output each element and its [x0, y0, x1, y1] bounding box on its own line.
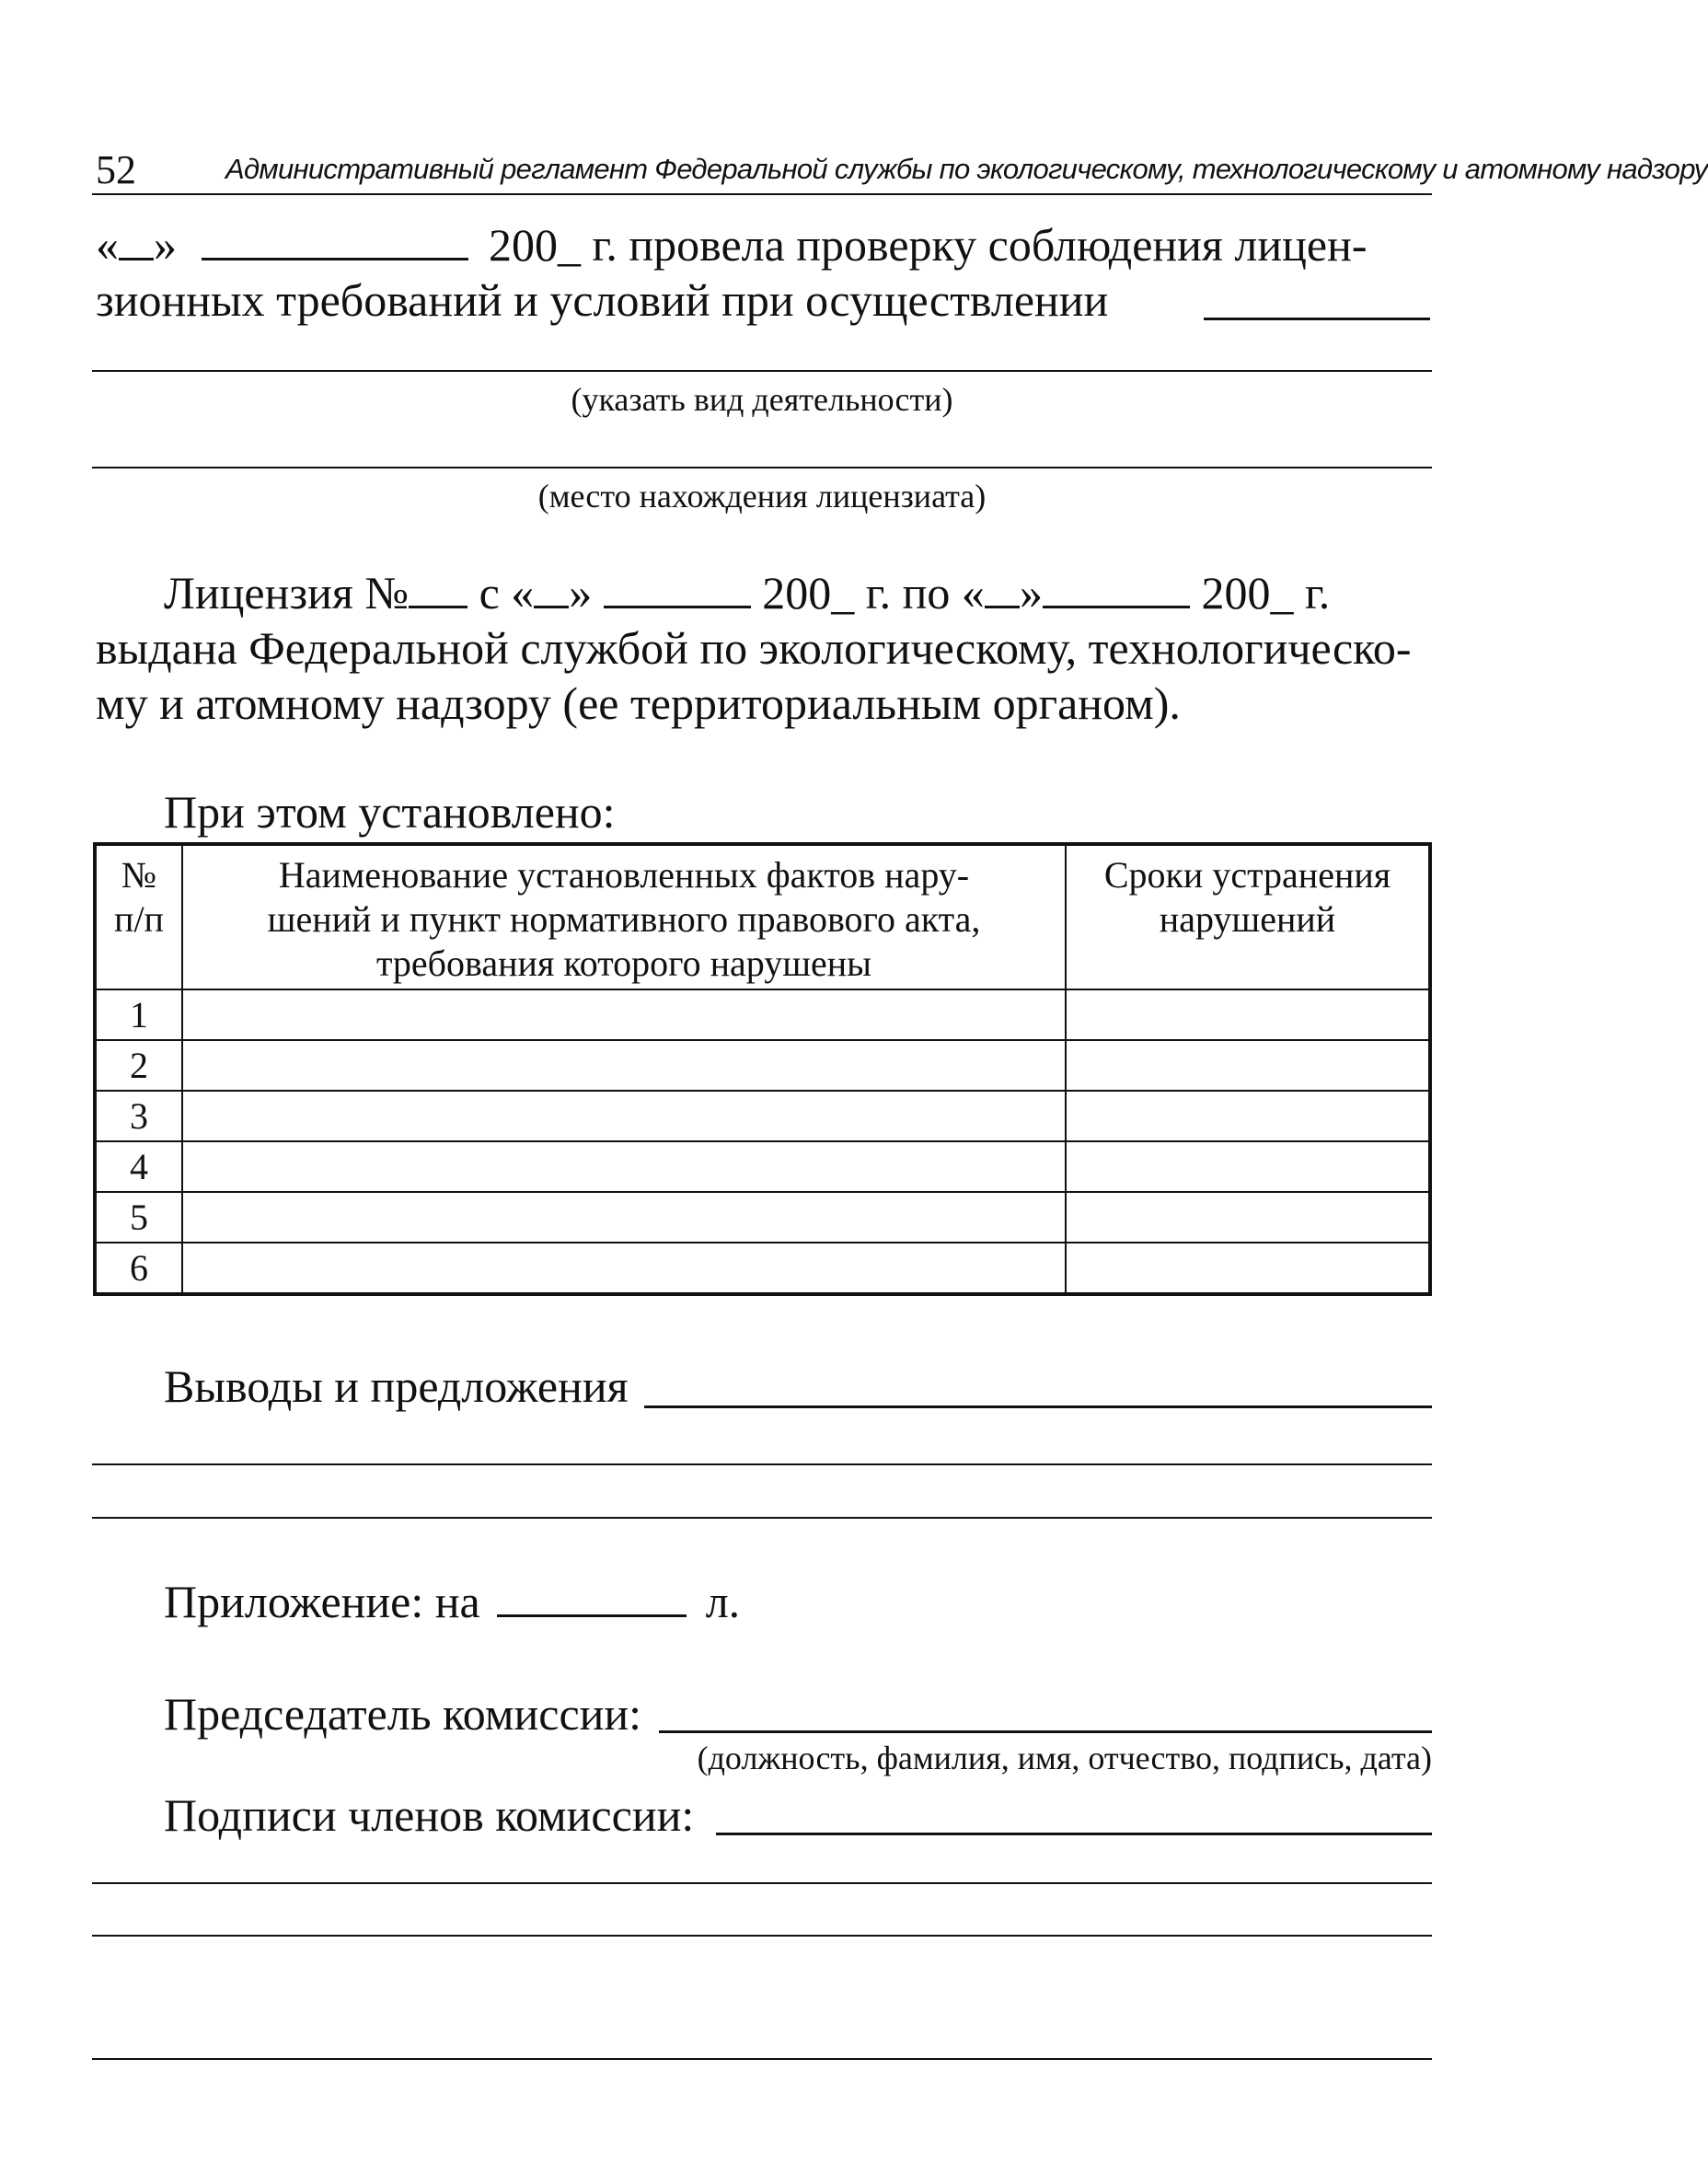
table-row: [95, 1243, 1430, 1294]
facts-cell[interactable]: [182, 989, 1066, 1040]
license-number-label: Лицензия №: [164, 567, 410, 619]
location-caption: (место нахождения лицензиата): [537, 478, 987, 515]
chairman-caption: (должность, фамилия, имя, отчество, подпись, дата): [697, 1740, 1432, 1776]
row-number: 4: [95, 1141, 182, 1192]
col-num-line-1: №: [121, 854, 157, 896]
facts-cell[interactable]: [182, 1141, 1066, 1192]
intro-line-1: [96, 217, 1368, 272]
intro-text-1: г. провела проверку соблюдения лицен-: [592, 219, 1368, 271]
table-row: [95, 1141, 1430, 1192]
close-quote-2: »: [1019, 567, 1043, 619]
col-facts-line-3: требования которого нарушены: [375, 943, 872, 984]
year-text: 200_: [489, 219, 581, 271]
col-facts-line-2: шений и пункт нормативного правового акта,: [267, 898, 981, 940]
members-line-2[interactable]: [92, 1935, 1432, 1937]
appendix-pages-blank[interactable]: [497, 1574, 687, 1617]
terms-cell[interactable]: [1066, 1192, 1430, 1243]
facts-cell[interactable]: [182, 1091, 1066, 1141]
license-to-label: 200_ г. по «: [762, 567, 985, 619]
row-number: 1: [95, 989, 182, 1040]
col-num-line-2: п/п: [114, 898, 164, 940]
page-number: 52: [96, 147, 136, 192]
conclusions-line-1[interactable]: [92, 1463, 1432, 1465]
running-header-title: Административный регламент Федеральной службы по экологическому, технологическому и атомному надзору: [225, 153, 1708, 185]
appendix-label: Приложение: на: [164, 1576, 480, 1627]
terms-cell[interactable]: [1066, 1141, 1430, 1192]
license-to-year: 200_ г.: [1201, 567, 1331, 619]
to-day-blank[interactable]: [985, 565, 1020, 608]
facts-cell[interactable]: [182, 1243, 1066, 1294]
from-day-blank[interactable]: [534, 565, 569, 608]
members-label: Подписи членов комиссии:: [164, 1789, 695, 1841]
established-label: При этом установлено:: [164, 786, 616, 838]
from-month-blank[interactable]: [604, 565, 751, 608]
row-number: 5: [95, 1192, 182, 1243]
table-row: [95, 1192, 1430, 1243]
header-rule: [92, 193, 1432, 195]
day-blank[interactable]: [119, 217, 154, 260]
table-row: [95, 1091, 1430, 1141]
close-quote-1: »: [569, 567, 593, 619]
chairman-label: Председатель комиссии:: [164, 1688, 642, 1740]
col-facts-line-1: Наименование установленных фактов нару-: [278, 854, 970, 896]
appendix-suffix: л.: [705, 1576, 741, 1627]
close-quote: »: [154, 219, 177, 271]
terms-cell[interactable]: [1066, 1091, 1430, 1141]
row-number: 6: [95, 1243, 182, 1294]
license-line-1: [164, 565, 1330, 620]
month-blank[interactable]: [202, 217, 468, 260]
members-line-3[interactable]: [92, 2058, 1432, 2060]
terms-cell[interactable]: [1066, 1040, 1430, 1091]
to-month-blank[interactable]: [1043, 565, 1190, 608]
col-facts-header: [182, 844, 1066, 989]
col-terms-header: [1066, 844, 1430, 989]
row-number: 2: [95, 1040, 182, 1091]
facts-cell[interactable]: [182, 1192, 1066, 1243]
conclusions-inline-blank[interactable]: [644, 1405, 1432, 1408]
license-from-label: с «: [479, 567, 535, 619]
conclusions-line-2[interactable]: [92, 1517, 1432, 1519]
intro-line-2: [96, 272, 1108, 328]
license-line-3: му и атомному надзору (ее территориальным органом).: [96, 677, 1181, 729]
table-row: [95, 1040, 1430, 1091]
activity-caption: (указать вид деятельности): [571, 381, 953, 418]
chairman-signature-line[interactable]: [659, 1730, 1432, 1733]
violations-table: [93, 842, 1432, 1296]
members-line-1[interactable]: [92, 1882, 1432, 1884]
members-signature-line[interactable]: [716, 1833, 1432, 1835]
license-line-2: выдана Федеральной службой по экологическому, технологическо-: [96, 622, 1412, 674]
activity-inline-blank[interactable]: [1204, 318, 1430, 320]
table-row: [95, 989, 1430, 1040]
open-quote: «: [96, 219, 119, 271]
col-terms-line-2: нарушений: [1159, 898, 1336, 940]
terms-cell[interactable]: [1066, 1243, 1430, 1294]
col-terms-line-1: Сроки устранения: [1103, 854, 1391, 896]
activity-line[interactable]: [92, 370, 1432, 372]
row-number: 3: [95, 1091, 182, 1141]
license-number-blank[interactable]: [409, 565, 467, 608]
facts-cell[interactable]: [182, 1040, 1066, 1091]
intro-text-2: зионных требований и условий при осуществлении: [96, 274, 1109, 326]
appendix-line: [164, 1574, 740, 1629]
conclusions-label: Выводы и предложения: [164, 1360, 629, 1412]
location-line[interactable]: [92, 467, 1432, 468]
terms-cell[interactable]: [1066, 989, 1430, 1040]
col-num-header: [95, 844, 182, 989]
